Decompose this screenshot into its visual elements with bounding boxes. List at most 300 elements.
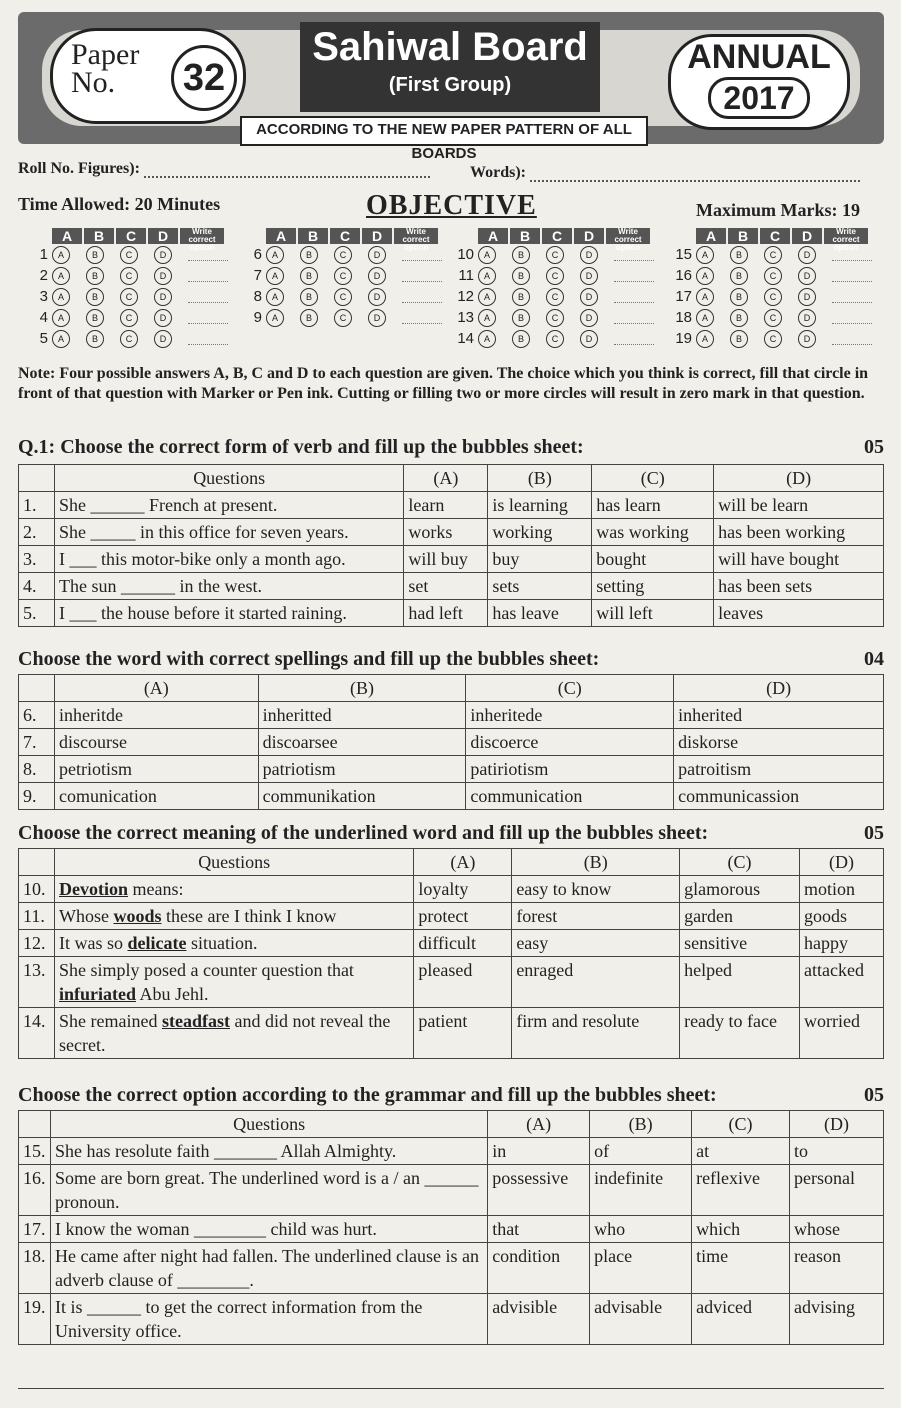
option-a: petriotism — [54, 756, 258, 783]
answer-bubble[interactable]: C — [120, 267, 138, 285]
table-row — [19, 1008, 884, 1059]
option-a: condition — [488, 1243, 590, 1294]
bubble-row-number: 8 — [253, 288, 262, 305]
table-row — [19, 702, 884, 729]
answer-bubble[interactable]: B — [512, 330, 530, 348]
answer-bubble[interactable]: C — [764, 267, 782, 285]
answer-bubble[interactable]: D — [798, 288, 816, 306]
answer-bubble[interactable]: A — [52, 246, 70, 264]
answer-bubble[interactable]: B — [300, 309, 318, 327]
option-a: will buy — [404, 546, 488, 573]
option-b: who — [590, 1216, 692, 1243]
answer-bubble[interactable]: A — [478, 246, 496, 264]
answer-bubble[interactable]: B — [300, 246, 318, 264]
write-option-box[interactable] — [402, 311, 442, 324]
answer-bubble[interactable]: D — [580, 267, 598, 285]
answer-bubble[interactable]: C — [546, 288, 564, 306]
answer-bubble[interactable]: C — [546, 267, 564, 285]
option-c: communication — [466, 783, 674, 810]
option-d: reason — [790, 1243, 884, 1294]
option-a: advisible — [488, 1294, 590, 1345]
bubble-header-letter: C — [760, 228, 790, 244]
table-header-row — [19, 675, 884, 702]
answer-bubble[interactable]: A — [52, 330, 70, 348]
answer-bubble[interactable]: C — [546, 309, 564, 327]
q2-heading — [18, 648, 884, 671]
question-number: 18. — [19, 1243, 51, 1294]
table-row — [19, 1216, 884, 1243]
bubble-row-number: 5 — [39, 330, 48, 347]
question-number: 12. — [19, 930, 55, 957]
header-number-cell — [19, 849, 55, 876]
answer-bubble[interactable]: C — [334, 288, 352, 306]
max-marks: Maximum Marks: 19 — [696, 200, 860, 220]
column-header: Questions — [54, 465, 403, 492]
question-text — [54, 876, 413, 903]
answer-bubble[interactable]: D — [580, 288, 598, 306]
q3-table — [18, 848, 884, 1059]
bubble-row-number: 10 — [457, 246, 474, 263]
answer-bubble[interactable]: C — [764, 330, 782, 348]
option-d: will have bought — [714, 546, 884, 573]
bubble-header-letter: A — [266, 228, 296, 244]
option-c: will left — [592, 600, 714, 627]
instructions-note: Note: Four possible answers A, B, C and D to each question are given. The choice which you think is correct, fill that circle in front of that question with Marker or Pen ink. Cutting or filling two or more circles will result in zero mark in that question. — [18, 365, 869, 402]
answer-bubble[interactable]: B — [300, 267, 318, 285]
bubble-row — [672, 307, 872, 328]
option-b: advisable — [590, 1294, 692, 1345]
table-header-row — [19, 1111, 884, 1138]
answer-bubble[interactable]: A — [52, 267, 70, 285]
answer-bubble[interactable]: A — [478, 309, 496, 327]
answer-bubble[interactable]: D — [368, 246, 386, 264]
answer-bubble[interactable]: B — [730, 267, 748, 285]
pattern-banner: ACCORDING TO THE NEW PAPER PATTERN OF ALL BOARDS — [240, 116, 648, 146]
words-dots — [530, 168, 860, 182]
answer-bubble[interactable]: A — [696, 267, 714, 285]
option-c: was working — [592, 519, 714, 546]
write-option-box[interactable] — [402, 290, 442, 303]
option-b: enraged — [512, 957, 680, 1008]
header-number-cell — [19, 1111, 51, 1138]
question-text: Some are born great. The underlined word is a / an ______ pronoun. — [50, 1165, 487, 1216]
write-option-box[interactable] — [188, 248, 228, 261]
question-text — [54, 903, 413, 930]
bubble-row-number: 15 — [675, 246, 692, 263]
write-option-box[interactable] — [832, 269, 872, 282]
option-a: pleased — [414, 957, 512, 1008]
write-option-box[interactable] — [614, 248, 654, 261]
words-label: Words): — [470, 164, 526, 181]
question-text-post: means: — [127, 879, 184, 899]
question-text: I know the woman ________ child was hurt. — [50, 1216, 487, 1243]
write-option-box[interactable] — [188, 311, 228, 324]
write-option-box[interactable] — [188, 290, 228, 303]
question-number: 19. — [19, 1294, 51, 1345]
write-option-box[interactable] — [832, 290, 872, 303]
answer-bubble[interactable]: A — [266, 246, 284, 264]
roll-figures-field — [18, 160, 430, 178]
answer-bubble[interactable]: A — [478, 330, 496, 348]
underlined-word: steadfast — [161, 1011, 230, 1031]
table-row — [19, 573, 884, 600]
bubble-row-number: 3 — [39, 288, 48, 305]
column-header: Questions — [50, 1111, 487, 1138]
table-row — [19, 519, 884, 546]
option-c: glamorous — [680, 876, 800, 903]
option-d: personal — [790, 1165, 884, 1216]
question-number: 6. — [19, 702, 55, 729]
answer-bubble[interactable]: D — [798, 309, 816, 327]
bubble-header — [478, 227, 654, 252]
table-row — [19, 1243, 884, 1294]
answer-bubble[interactable]: C — [120, 288, 138, 306]
option-d: happy — [800, 930, 884, 957]
group-label: (First Group) — [388, 74, 512, 96]
table-row — [19, 783, 884, 810]
write-option-box[interactable] — [832, 248, 872, 261]
option-a: difficult — [414, 930, 512, 957]
answer-bubble[interactable]: C — [764, 246, 782, 264]
column-header: (B) — [488, 465, 592, 492]
column-header: (D) — [800, 849, 884, 876]
option-a: that — [488, 1216, 590, 1243]
answer-bubble[interactable]: D — [368, 267, 386, 285]
question-text-pre: She remained — [58, 1011, 162, 1031]
bubble-row — [672, 286, 872, 307]
answer-bubble[interactable]: C — [764, 288, 782, 306]
bubble-group — [454, 228, 654, 349]
option-c: garden — [680, 903, 800, 930]
table-row — [19, 729, 884, 756]
option-d: goods — [800, 903, 884, 930]
question-number: 14. — [19, 1008, 55, 1059]
roll-figures-label: Roll No. Figures): — [18, 160, 140, 177]
option-d: whose — [790, 1216, 884, 1243]
write-option-box[interactable] — [614, 332, 654, 345]
bubble-header-letter: D — [792, 228, 822, 244]
option-a: learn — [404, 492, 488, 519]
answer-bubble[interactable]: B — [86, 330, 104, 348]
answer-bubble[interactable]: D — [154, 246, 172, 264]
write-option-box[interactable] — [188, 269, 228, 282]
answer-bubble[interactable]: C — [334, 246, 352, 264]
answer-bubble[interactable]: C — [120, 309, 138, 327]
column-header: (C) — [466, 675, 674, 702]
write-option-box[interactable] — [832, 332, 872, 345]
column-header: (A) — [404, 465, 488, 492]
option-c: bought — [592, 546, 714, 573]
table-row — [19, 492, 884, 519]
answer-bubble[interactable]: D — [580, 246, 598, 264]
q1-title: Q.1: Choose the correct form of verb and fill up the bubbles sheet: — [18, 436, 584, 458]
question-number: 10. — [19, 876, 55, 903]
answer-bubble[interactable]: A — [52, 309, 70, 327]
question-text-pre: It was so — [58, 933, 128, 953]
table-row — [19, 903, 884, 930]
underlined-word: woods — [113, 906, 162, 926]
bubble-row — [454, 328, 654, 349]
write-option-box[interactable] — [402, 269, 442, 282]
question-text: She _____ in this office for seven years. — [54, 519, 403, 546]
answer-bubble[interactable]: D — [580, 330, 598, 348]
answer-bubble[interactable]: A — [696, 330, 714, 348]
answer-bubble[interactable]: D — [368, 309, 386, 327]
option-d: communicassion — [674, 783, 884, 810]
bubble-header — [266, 227, 442, 252]
question-text-post: and did not reveal the secret. — [58, 1011, 391, 1055]
table-header-row — [19, 849, 884, 876]
option-a: protect — [414, 903, 512, 930]
option-b: inheritted — [258, 702, 466, 729]
column-header: (A) — [54, 675, 258, 702]
option-b: firm and resolute — [512, 1008, 680, 1059]
answer-bubble[interactable]: D — [154, 309, 172, 327]
answer-bubble[interactable]: D — [798, 330, 816, 348]
option-d: attacked — [800, 957, 884, 1008]
option-b: easy to know — [512, 876, 680, 903]
bubble-row — [242, 307, 442, 328]
option-a: in — [488, 1138, 590, 1165]
question-text — [54, 1008, 413, 1059]
question-text-post: these are I think I know — [161, 906, 337, 926]
question-number: 16. — [19, 1165, 51, 1216]
option-a: loyalty — [414, 876, 512, 903]
answer-bubble[interactable]: B — [300, 288, 318, 306]
answer-bubble[interactable]: A — [478, 267, 496, 285]
question-number: 2. — [19, 519, 55, 546]
answer-bubble[interactable]: B — [730, 330, 748, 348]
column-header: (C) — [680, 849, 800, 876]
bubble-header-letter: C — [330, 228, 360, 244]
answer-bubble[interactable]: B — [730, 288, 748, 306]
answer-bubble[interactable]: B — [512, 246, 530, 264]
answer-bubble[interactable]: C — [546, 330, 564, 348]
bubble-row — [672, 328, 872, 349]
table-row — [19, 1165, 884, 1216]
write-option-box[interactable] — [188, 332, 228, 345]
answer-bubble[interactable]: B — [86, 309, 104, 327]
option-d: motion — [800, 876, 884, 903]
q2-table — [18, 674, 884, 810]
option-b: has leave — [488, 600, 592, 627]
option-a: had left — [404, 600, 488, 627]
underlined-word: Devotion — [58, 879, 128, 899]
option-a: patient — [414, 1008, 512, 1059]
answer-bubble[interactable]: A — [266, 309, 284, 327]
table-row — [19, 930, 884, 957]
answer-bubble[interactable]: C — [120, 330, 138, 348]
q4-marks: 05 — [864, 1084, 884, 1106]
option-d: advising — [790, 1294, 884, 1345]
option-c: which — [692, 1216, 790, 1243]
question-text: She ______ French at present. — [54, 492, 403, 519]
write-option-box[interactable] — [614, 290, 654, 303]
option-c: inheritede — [466, 702, 674, 729]
write-option-label: Write correct option — [824, 228, 868, 244]
bubble-header-letter: B — [728, 228, 758, 244]
question-text: She has resolute faith _______ Allah Almighty. — [50, 1138, 487, 1165]
option-c: discoerce — [466, 729, 674, 756]
option-c: adviced — [692, 1294, 790, 1345]
answer-bubble[interactable]: C — [120, 246, 138, 264]
bubble-row-number: 17 — [675, 288, 692, 305]
answer-bubble[interactable]: B — [512, 267, 530, 285]
bubble-row — [28, 265, 228, 286]
column-header: (C) — [692, 1111, 790, 1138]
q4-table — [18, 1110, 884, 1345]
q1-marks: 05 — [864, 436, 884, 458]
answer-bubble[interactable]: D — [368, 288, 386, 306]
q3-heading — [18, 822, 884, 845]
answer-bubble[interactable]: A — [266, 288, 284, 306]
answer-bubble[interactable]: D — [154, 288, 172, 306]
bubble-header-letter: B — [510, 228, 540, 244]
underlined-word: infuriated — [58, 984, 136, 1004]
option-d: will be learn — [714, 492, 884, 519]
header-number-cell — [19, 465, 55, 492]
answer-bubble[interactable]: D — [154, 267, 172, 285]
words-field — [470, 164, 860, 182]
q4-heading — [18, 1084, 884, 1107]
bubble-row-number: 19 — [675, 330, 692, 347]
bubble-row-number: 11 — [458, 267, 474, 284]
answer-bubble[interactable]: A — [696, 246, 714, 264]
bubble-row — [242, 265, 442, 286]
bubble-header-letter: A — [696, 228, 726, 244]
page-bottom-rule — [18, 1388, 884, 1389]
bubble-header — [52, 227, 228, 252]
answer-bubble[interactable]: A — [478, 288, 496, 306]
paper-number: 32 — [171, 45, 237, 111]
table-row — [19, 756, 884, 783]
question-text: The sun ______ in the west. — [54, 573, 403, 600]
write-option-box[interactable] — [614, 269, 654, 282]
answer-bubble[interactable]: C — [546, 246, 564, 264]
table-row — [19, 600, 884, 627]
answer-bubble[interactable]: D — [154, 330, 172, 348]
bubble-header-letter: B — [298, 228, 328, 244]
option-a: discourse — [54, 729, 258, 756]
option-d: patroitism — [674, 756, 884, 783]
question-text: I ___ the house before it started raining. — [54, 600, 403, 627]
answer-bubble[interactable]: A — [696, 309, 714, 327]
answer-bubble[interactable]: D — [798, 246, 816, 264]
answer-bubble[interactable]: D — [798, 267, 816, 285]
bubble-row — [28, 244, 228, 265]
time-allowed: Time Allowed: 20 Minutes — [18, 194, 221, 214]
question-number: 4. — [19, 573, 55, 600]
option-b: place — [590, 1243, 692, 1294]
answer-bubble[interactable]: B — [512, 288, 530, 306]
q3-marks: 05 — [864, 822, 884, 844]
bubble-row-number: 7 — [253, 267, 262, 284]
answer-bubble[interactable]: D — [580, 309, 598, 327]
header-number-cell — [19, 675, 55, 702]
answer-bubble[interactable]: B — [86, 288, 104, 306]
option-a: possessive — [488, 1165, 590, 1216]
table-row — [19, 957, 884, 1008]
option-d: inherited — [674, 702, 884, 729]
option-c: setting — [592, 573, 714, 600]
write-option-box[interactable] — [832, 311, 872, 324]
option-d: leaves — [714, 600, 884, 627]
answer-bubble[interactable]: B — [86, 246, 104, 264]
bubble-row-number: 1 — [39, 246, 48, 263]
question-text: I ___ this motor-bike only a month ago. — [54, 546, 403, 573]
answer-bubble[interactable]: A — [696, 288, 714, 306]
option-b: is learning — [488, 492, 592, 519]
bubble-header-letter: D — [362, 228, 392, 244]
question-number: 1. — [19, 492, 55, 519]
option-d: worried — [800, 1008, 884, 1059]
option-b: indefinite — [590, 1165, 692, 1216]
bubble-header-letter: D — [148, 228, 178, 244]
write-option-box[interactable] — [402, 248, 442, 261]
column-header: (B) — [258, 675, 466, 702]
column-header: (A) — [488, 1111, 590, 1138]
bubble-row-number: 9 — [253, 309, 262, 326]
option-a: comunication — [54, 783, 258, 810]
bubble-group — [242, 228, 442, 328]
option-c: sensitive — [680, 930, 800, 957]
option-d: to — [790, 1138, 884, 1165]
question-number: 3. — [19, 546, 55, 573]
column-header: (D) — [674, 675, 884, 702]
option-b: forest — [512, 903, 680, 930]
question-number: 11. — [19, 903, 55, 930]
q1-table — [18, 464, 884, 627]
answer-bubble[interactable]: C — [334, 267, 352, 285]
question-number: 5. — [19, 600, 55, 627]
answer-bubble[interactable]: A — [52, 288, 70, 306]
option-b: sets — [488, 573, 592, 600]
table-row — [19, 1138, 884, 1165]
column-header: (D) — [790, 1111, 884, 1138]
bubble-row — [242, 244, 442, 265]
bubble-header-letter: C — [116, 228, 146, 244]
bubble-row-number: 6 — [253, 246, 262, 263]
write-option-label: Write correct option — [606, 228, 650, 244]
table-header-row — [19, 465, 884, 492]
answer-bubble[interactable]: B — [86, 267, 104, 285]
answer-bubble[interactable]: B — [730, 309, 748, 327]
answer-bubble[interactable]: A — [266, 267, 284, 285]
option-d: has been working — [714, 519, 884, 546]
bubble-row — [672, 244, 872, 265]
answer-bubble[interactable]: C — [764, 309, 782, 327]
bubble-row — [28, 286, 228, 307]
question-text-pre: She simply posed a counter question that — [58, 960, 354, 980]
answer-bubble[interactable]: C — [334, 309, 352, 327]
option-c: patiriotism — [466, 756, 674, 783]
option-b: of — [590, 1138, 692, 1165]
option-d: diskorse — [674, 729, 884, 756]
q4-title: Choose the correct option according to the grammar and fill up the bubbles sheet: — [18, 1084, 717, 1106]
question-number: 7. — [19, 729, 55, 756]
option-c: time — [692, 1243, 790, 1294]
write-option-box[interactable] — [614, 311, 654, 324]
question-text: It is ______ to get the correct information from the University office. — [50, 1294, 487, 1345]
question-number: 17. — [19, 1216, 51, 1243]
option-b: communikation — [258, 783, 466, 810]
column-header: Questions — [54, 849, 413, 876]
q1-heading — [18, 436, 884, 459]
question-text-post: situation. — [186, 933, 258, 953]
answer-bubble[interactable]: B — [730, 246, 748, 264]
answer-bubble[interactable]: B — [512, 309, 530, 327]
option-a: inheritde — [54, 702, 258, 729]
